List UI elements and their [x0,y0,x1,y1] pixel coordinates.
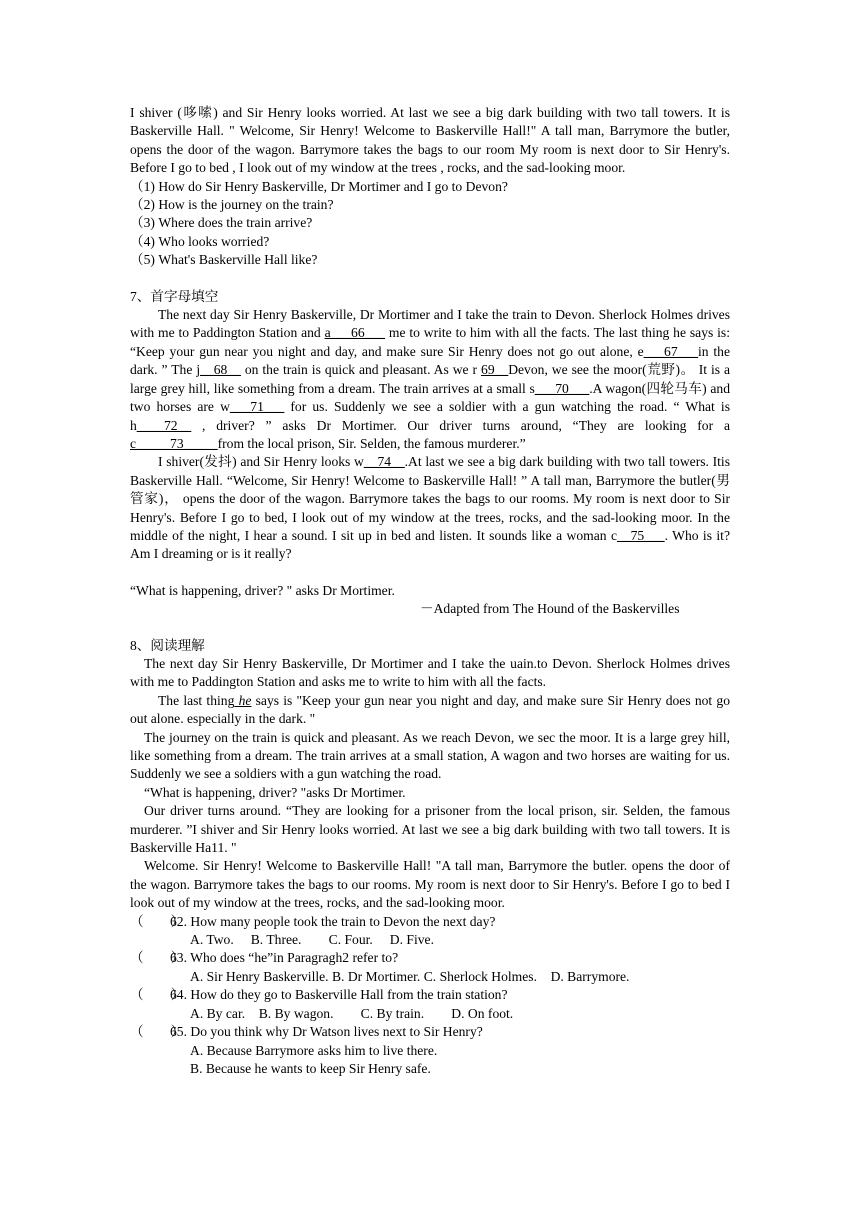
blank-75: __75___ [616,527,665,543]
reading-text: The last thing [158,692,235,708]
cloze-text: Devon, we see the moor(荒野)。 It is a large grey hill, like something from a dream. The train arrives at a small s [130,362,730,396]
cloze-text: .A wagon(四轮马车) and two horses are w [130,380,730,415]
underlined-he: he [234,692,252,708]
blank-69: 69__ [481,362,509,378]
reading-paragraph-5: Our driver turns around. “They are looking for a prisoner from the local prison, sir. Selden, the famous murderer. ”I shiver and Sir Henry looks worried. At last we see a big dark building with two tall towers. It is Baskerville Ha11. " [130,803,730,856]
cloze-paragraph-1 [130,306,730,453]
cloze-text: from the local prison, Sir. Selden, the famous murderer.” [217,435,526,451]
cloze-text: , driver? ” asks Dr Mortimer. Our driver turns around, “They are looking for a [191,417,730,433]
cloze-text: The next day Sir Henry Baskerville, Dr Mortimer and I take the train to Devon. Sherlock Holmes drives with me to Paddington Station and [130,307,730,341]
question-6-5: （5) What's Baskerville Hall like? [130,252,318,268]
blank-71: ___71___ [229,399,285,415]
answer-paren: （ ） [130,913,185,929]
mcq-62 [130,913,730,931]
blank-66: a___66___ [324,325,386,341]
question-6-2: （2) How is the journey on the train? [130,197,334,213]
cloze-paragraph-2 [130,453,730,563]
cloze-quote: “What is happening, driver? " asks Dr Mortimer. [130,582,395,598]
mcq-65-option-a: A. Because Barrymore asks him to live there. [190,1042,438,1058]
passage-6-text: I shiver (哆嗦) and Sir Henry looks worried. At last we see a big dark building with two tall towers. It is Baskerville Hall. " Welcome, Sir Henry! Welcome to Baskerville Hall!" A tall man, Barrymore the butler, opens the door of the wagon. Barrymore takes the bags to our room My room is next door to Sir Henry's. Before I go to bed , I look out of my window at the trees , rocks, and the sad-looking moor. [130,105,730,176]
section-8-heading: 8、阅读理解 [130,637,205,653]
question-6-4: （4) Who looks worried? [130,233,270,249]
cloze-text: on the train is quick and pleasant. As we r [240,362,482,378]
mcq-65 [130,1023,730,1041]
question-text: 64. How do they go to Baskerville Hall from the train station? [170,987,508,1003]
section-7-heading: 7、首字母填空 [130,288,219,304]
cloze-text: . Who is it? Am I dreaming or is it really? [130,527,730,562]
question-6-1: （1) How do Sir Henry Baskerville, Dr Mortimer and I go to Devon? [130,178,508,194]
blank-68: __68__ [200,362,241,378]
answer-paren: （ ） [130,950,185,966]
cloze-text: for us. Suddenly we see a soldier with a gun watching the road. “ What is h [130,399,730,433]
cloze-text: in the dark. ” The j [130,343,730,378]
source-attribution: －Adapted from The Hound of the Baskervilles [420,601,680,617]
mcq-64-options: A. By car. B. By wagon. C. By train. D. On foot. [190,1005,514,1021]
question-text: 62. How many people took the train to Devon the next day? [170,913,496,929]
question-text: 65. Do you think why Dr Watson lives next to Sir Henry? [170,1024,483,1040]
reading-paragraph-6: Welcome. Sir Henry! Welcome to Baskerville Hall! "A tall man, Barrymore the butler. opens the door of the wagon. Barrymore takes the bags to our rooms. My room is next door to Sir Henry's. Before I go to bed I look out of my window at the trees, rocks, and the sad-looking moor. [130,858,730,911]
answer-paren: （ ） [130,987,185,1003]
mcq-63-options: A. Sir Henry Baskerville. B. Dr Mortimer. C. Sherlock Holmes. D. Barrymore. [190,968,630,984]
mcq-64 [130,986,730,1004]
blank-73: c_____73_____ [130,435,218,451]
cloze-text: .At last we see a big dark building with two tall towers. Itis Baskerville Hall. “Welcome, Sir Henry! Welcome to Baskerville Hall! ” A tall man, Barrymore the butler(男管家)， opens the door of the wagon. Barrymore takes the bags to our rooms. My room is next door to Sir Henry's. Before I go to bed, I look out of my window at the trees, rocks, and the sad-looking moor. In the middle of the night, I hear a sound. I sit up in bed and listen. It sounds like a woman c [130,454,730,543]
question-6-3: （3) Where does the train arrive? [130,215,313,231]
reading-paragraph-4: “What is happening, driver? "asks Dr Mortimer. [144,784,406,800]
cloze-text: me to write to him with all the facts. The last thing he says is: “Keep your gun near you night and day, and make sure Sir Henry does not go out alone, e [130,325,730,359]
mcq-63 [130,949,730,967]
question-text: 63. Who does “he”in Paragragh2 refer to? [170,950,399,966]
answer-paren: （ ） [130,1024,185,1040]
blank-72: ____72__ [136,417,192,433]
reading-paragraph-1: The next day Sir Henry Baskerville, Dr Mortimer and I take the uain.to Devon. Sherlock Holmes drives with me to Paddington Station and asks me to write to him with all the facts. [130,655,730,690]
cloze-text: I shiver(发抖) and Sir Henry looks w [158,454,364,470]
document-page [130,104,730,1078]
mcq-65-option-b: B. Because he wants to keep Sir Henry safe. [190,1060,431,1076]
reading-text: says is "Keep your gun near you night and day, and make sure Sir Henry does not go out alone. especially in the dark. " [130,692,730,727]
blank-74: __74__ [363,454,405,470]
blank-70: ___70___ [534,380,590,396]
reading-paragraph-3: The journey on the train is quick and pleasant. As we reach Devon, we sec the moor. It is a large grey hill, like something from a dream. The train arrives at a small station, A wagon and two horses are waiting for us. Suddenly we see a soldiers with a gun watching the road. [130,729,730,782]
blank-67: ___67___ [643,343,699,359]
mcq-62-options: A. Two. B. Three. C. Four. D. Five. [190,932,434,948]
reading-paragraph-2 [130,692,730,729]
